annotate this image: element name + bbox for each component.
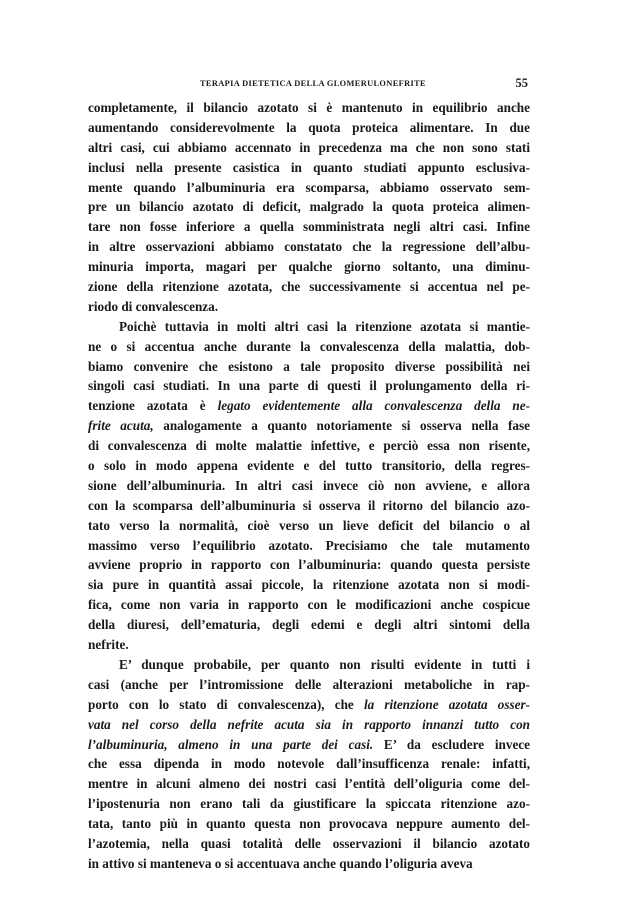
text-segment: mentre in alcuni almeno dei nostri casi l’entità dell’oliguria come del- xyxy=(88,776,530,792)
text-segment: ne o si accentua anche durante la convalescenza della malattia, dob- xyxy=(88,338,530,354)
text-line xyxy=(88,555,530,575)
text-line xyxy=(88,854,530,874)
text-segment: mente quando l’albuminuria era scomparsa, abbiamo osservato sem- xyxy=(88,179,530,195)
text-line xyxy=(88,138,530,158)
text-segment: zione della ritenzione azotata, che successivamente si accentua nel pe- xyxy=(88,279,530,295)
italic-text-segment: legato evidentemente alla convalescenza della ne- xyxy=(217,398,530,414)
text-line xyxy=(88,217,530,237)
text-line xyxy=(88,476,530,496)
text-line xyxy=(88,416,530,436)
text-line xyxy=(88,337,530,357)
text-segment: altri casi, cui abbiamo accennato in precedenza ma che non sono stati xyxy=(88,139,530,155)
paragraph xyxy=(88,317,530,655)
text-segment: singoli casi studiati. In una parte di questi il prolungamento della ri- xyxy=(88,378,530,394)
text-segment: tato verso la normalità, cioè verso un lieve deficit del bilancio o al xyxy=(88,517,530,533)
text-line xyxy=(88,774,530,794)
text-line xyxy=(88,715,530,735)
running-title: TERAPIA DIETETICA DELLA GLOMERULONEFRITE xyxy=(200,79,426,88)
italic-text-segment: vata nel corso della nefrite acuta sia in rapporto innanzi tutto con xyxy=(88,716,530,732)
text-line xyxy=(88,257,530,277)
text-segment: aumentando considerevolmente la quota proteica alimentare. In due xyxy=(88,119,530,135)
text-line xyxy=(88,635,530,655)
text-segment: che essa dipenda in modo notevole dall’insufficenza renale: infatti, xyxy=(88,756,530,772)
text-line xyxy=(88,178,530,198)
text-line xyxy=(88,575,530,595)
text-line xyxy=(88,814,530,834)
paragraph xyxy=(88,655,530,874)
text-line xyxy=(88,675,530,695)
text-line xyxy=(88,197,530,217)
text-segment: E’ da escludere invece xyxy=(373,736,530,752)
text-segment: analogamente a quanto notoriamente si osserva nella fase xyxy=(153,418,530,434)
text-line xyxy=(88,237,530,257)
text-segment: in attivo si manteneva o si accentuava anche quando l’oliguria aveva xyxy=(88,855,473,871)
text-line xyxy=(88,735,530,755)
text-segment: Poichè tuttavia in molti altri casi la ritenzione azotata si mantie- xyxy=(119,318,530,334)
text-line xyxy=(88,277,530,297)
page-number: 55 xyxy=(515,76,528,90)
text-segment: l’azotemia, nella quasi totalità delle osservazioni il bilancio azotato xyxy=(88,835,530,851)
body-text xyxy=(88,98,530,874)
text-segment: riodo di convalescenza. xyxy=(88,298,219,314)
text-segment: nefrite. xyxy=(88,637,129,653)
text-segment: tata, tanto più in quanto questa non provocava neppure aumento del- xyxy=(88,816,530,832)
text-segment: E’ dunque probabile, per quanto non risulti evidente in tutti i xyxy=(119,656,530,672)
text-segment: in altre osservazioni abbiamo constatato che la regressione dell’albu- xyxy=(88,239,530,255)
text-segment: sione dell’albuminuria. In altri casi invece ciò non avviene, e allora xyxy=(88,477,530,493)
text-segment: o solo in modo appena evidente e del tutto transitorio, della regres- xyxy=(88,458,530,474)
page-header xyxy=(88,78,530,94)
text-segment: avviene proprio in rapporto con l’albuminuria: quando questa persiste xyxy=(88,557,530,573)
text-segment: tenzione azotata è xyxy=(88,398,218,414)
text-line xyxy=(88,655,530,675)
text-segment: di convalescenza di molte malattie infettive, e perciò essa non risente, xyxy=(88,438,530,454)
text-segment: minuria importa, magari per qualche giorno soltanto, una diminu- xyxy=(88,259,530,275)
text-line xyxy=(88,595,530,615)
text-segment: della diuresi, dell’ematuria, degli edemi e degli altri sintomi della xyxy=(88,617,530,633)
text-line xyxy=(88,754,530,774)
text-line xyxy=(88,834,530,854)
text-segment: inclusi nella presente casistica in quanto studiati appunto esclusiva- xyxy=(88,159,530,175)
text-line xyxy=(88,357,530,377)
text-line xyxy=(88,794,530,814)
paragraph xyxy=(88,98,530,317)
text-segment: completamente, il bilancio azotato si è mantenuto in equilibrio anche xyxy=(88,100,530,115)
text-line xyxy=(88,118,530,138)
text-segment: fica, come non varia in rapporto con le modificazioni anche cospicue xyxy=(88,597,530,613)
text-line xyxy=(88,436,530,456)
text-line xyxy=(88,317,530,337)
text-segment: l’ipostenuria non erano tali da giustificare la spiccata ritenzione azo- xyxy=(88,796,530,812)
text-line xyxy=(88,376,530,396)
text-line xyxy=(88,98,530,118)
text-segment: biamo convenire che esistono a tale proposito diverse possibilità nei xyxy=(88,358,530,374)
text-line xyxy=(88,695,530,715)
text-line xyxy=(88,516,530,536)
text-line xyxy=(88,615,530,635)
text-line xyxy=(88,536,530,556)
text-segment: tare non fosse inferiore a quella somministrata negli altri casi. Infine xyxy=(88,219,530,235)
text-line xyxy=(88,456,530,476)
text-segment: casi (anche per l’intromissione delle alterazioni metaboliche in rap- xyxy=(88,676,530,692)
text-line xyxy=(88,158,530,178)
italic-text-segment: la ritenzione azotata osser- xyxy=(363,696,530,712)
text-segment: sia pure in quantità assai piccole, la ritenzione azotata non si modi- xyxy=(88,577,530,593)
text-line xyxy=(88,496,530,516)
italic-text-segment: l’albuminuria, almeno in una parte dei casi. xyxy=(88,736,374,752)
text-segment: con la scomparsa dell’albuminuria si osserva il ritorno del bilancio azo- xyxy=(88,497,530,513)
italic-text-segment: frite acuta, xyxy=(88,418,154,434)
text-segment: massimo verso l’equilibrio azotato. Precisiamo che tale mutamento xyxy=(88,537,530,553)
text-line xyxy=(88,396,530,416)
text-segment: pre un bilancio azotato di deficit, malgrado la quota proteica alimen- xyxy=(88,199,530,215)
text-segment: porto con lo stato di convalescenza), che xyxy=(88,696,364,712)
text-line xyxy=(88,297,530,317)
